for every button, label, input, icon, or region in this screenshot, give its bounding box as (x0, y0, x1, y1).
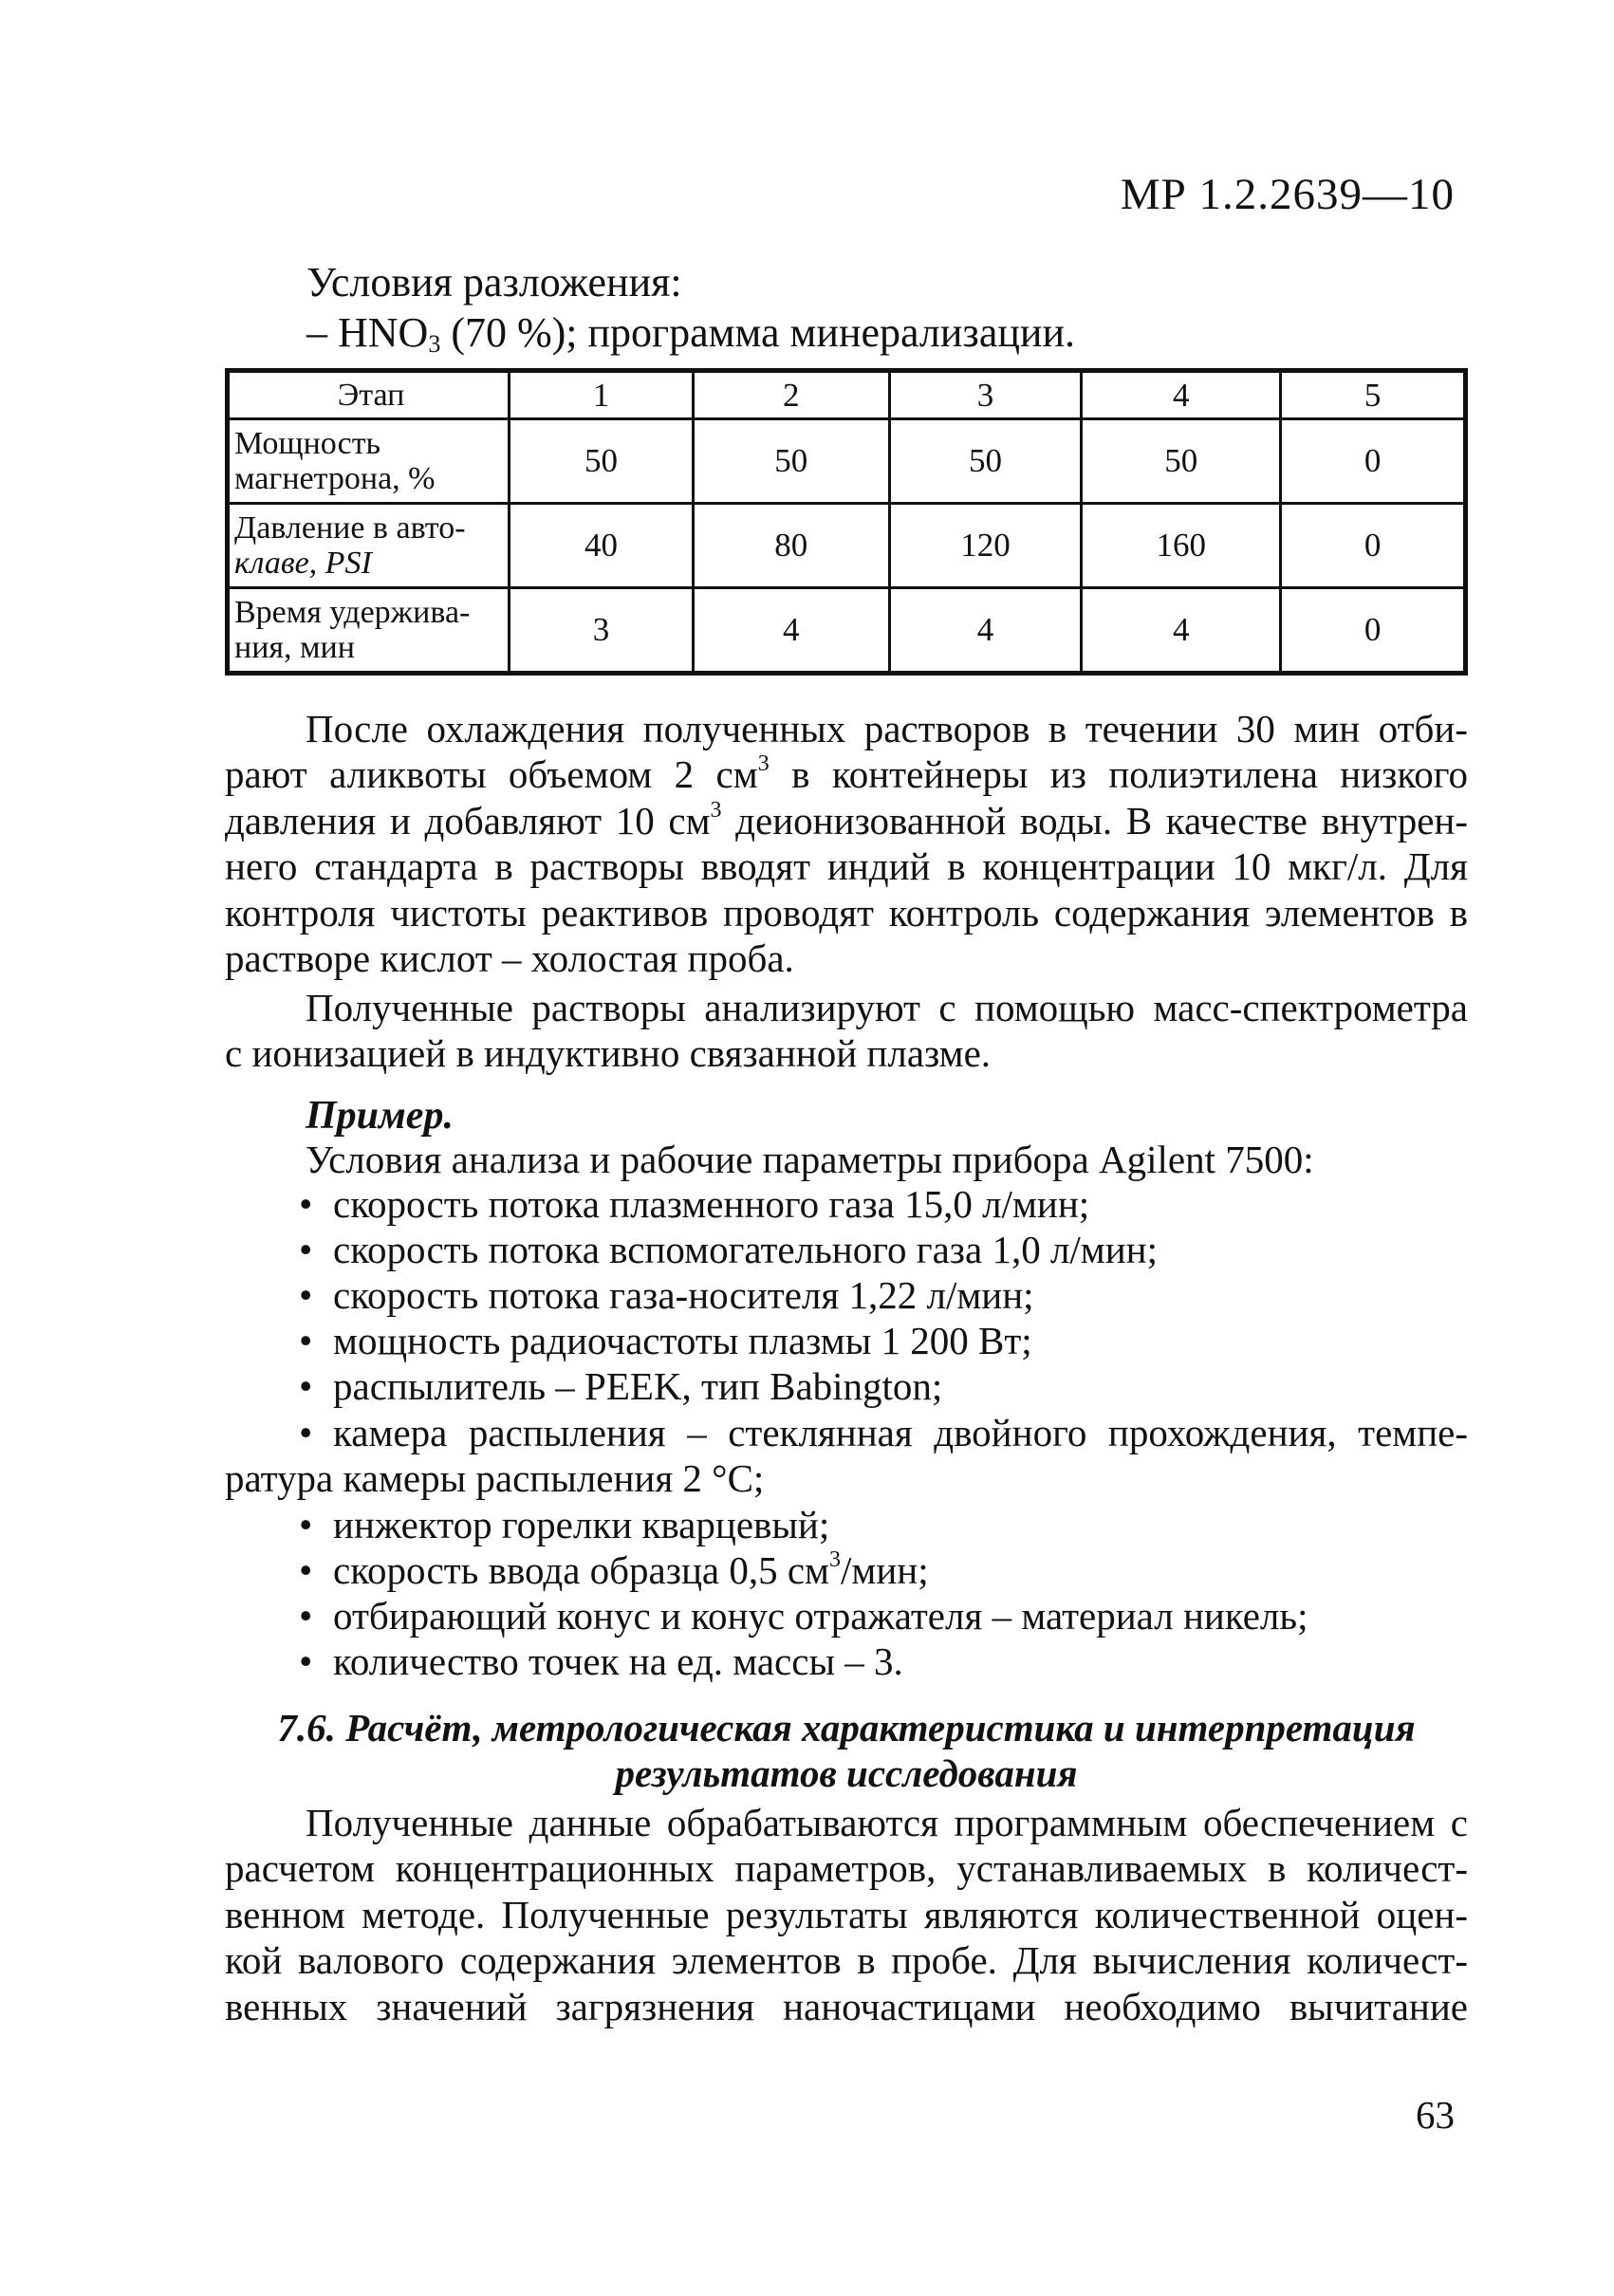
bullet-icon: • (299, 1273, 313, 1317)
list-item (299, 1502, 829, 1547)
table-header-label: Этап (228, 371, 510, 419)
list-item (299, 1272, 1034, 1318)
table-row-label (228, 504, 510, 588)
list-item (299, 1318, 1032, 1363)
table-cell: 80 (693, 504, 889, 588)
text-line: кой валового содержания элементов в пробе. Для вычисления количест- (225, 1938, 1468, 1983)
list-item-text: мощность радиочастоты плазмы 1 200 Вт; (333, 1319, 1032, 1362)
bullet-icon: • (299, 1411, 313, 1454)
mineralization-program-table (225, 368, 1468, 676)
text-fragment: деионизованной воды. В качестве внутрен- (721, 798, 1469, 842)
section-heading-line: 7.6. Расчёт, метрологическая характеристика и интерпретация (277, 1706, 1416, 1750)
bullet-icon: • (299, 1182, 313, 1226)
paragraph-results (225, 1800, 1468, 2029)
bullet-icon: • (299, 1364, 313, 1408)
list-item-text: количество точек на ед. массы – 3. (333, 1639, 903, 1683)
text-line: расчетом концентрационных параметров, устанавливаемых в количест- (225, 1846, 1468, 1891)
table-cell: 120 (889, 504, 1082, 588)
table-cell: 4 (1082, 588, 1281, 674)
table-cell: 40 (510, 504, 694, 588)
decomposition-conditions-line (306, 308, 1075, 359)
row-label-line: магнетрона, % (234, 461, 436, 496)
table-header-cell: 3 (889, 371, 1082, 419)
text-line: с ионизацией в индуктивно связанной плазме. (225, 1031, 992, 1076)
table-cell: 160 (1082, 504, 1281, 588)
analysis-conditions-title: Условия анализа и рабочие параметры прибора Agilent 7500: (306, 1138, 1314, 1181)
table-cell: 4 (889, 588, 1082, 674)
paragraph-analysis (225, 985, 1468, 1077)
page-number: 63 (1416, 2093, 1455, 2137)
list-item-text: скорость потока вспомогательного газа 1,0 л/мин; (333, 1228, 1159, 1271)
bullet-icon: • (299, 1548, 313, 1592)
table-cell: 3 (510, 588, 694, 674)
table-cell: 4 (693, 588, 889, 674)
row-label-line: клаве, PSI (234, 546, 372, 581)
row-label-line: Время удержива- (234, 595, 471, 630)
list-item (299, 1181, 1089, 1227)
section-heading (225, 1705, 1468, 1796)
bullet-icon: • (299, 1228, 313, 1271)
text-line: венном методе. Полученные результаты являются количественной оцен- (225, 1892, 1468, 1936)
text-line: растворе кислот – холостая проба. (225, 936, 794, 981)
bullet-icon: • (299, 1639, 313, 1683)
text-line: Полученные растворы анализируют с помощью масс-спектрометра (306, 986, 1468, 1029)
paragraph-cooling (225, 706, 1468, 981)
text-line (225, 751, 1468, 797)
table-row (228, 504, 1466, 588)
table-cell: 0 (1281, 588, 1466, 674)
bullet-icon: • (299, 1594, 313, 1638)
table-cell: 50 (889, 419, 1082, 504)
text-fragment: рают аликвоты объемом 2 см (225, 752, 758, 797)
list-item (299, 1363, 942, 1409)
table-row-label (228, 588, 510, 674)
conditions-prefix: – HNO (306, 309, 429, 356)
list-item (299, 1639, 903, 1684)
section-heading-line: результатов исследования (615, 1751, 1078, 1795)
text-line: него стандарта в растворы вводят индий в концентрации 10 мкг/л. Для (225, 844, 1468, 889)
list-item (299, 1227, 1158, 1272)
list-item-text: инжектор горелки кварцевый; (333, 1503, 830, 1546)
list-item-text: камера распыления – стеклянная двойного прохождения, темпе- (333, 1411, 1468, 1454)
list-item (299, 1593, 1308, 1639)
conditions-subscript: 3 (428, 330, 441, 358)
superscript: 3 (710, 797, 722, 823)
list-item (299, 1547, 929, 1593)
row-label-line: Мощность (234, 426, 381, 461)
table-row-label (228, 419, 510, 504)
list-item-text: скорость потока газа-носителя 1,22 л/мин; (333, 1273, 1034, 1317)
document-code: МР 1.2.2639—10 (1120, 170, 1455, 219)
text-line (225, 798, 1468, 843)
row-label-line: Давление в авто- (234, 510, 466, 546)
table-cell: 50 (693, 419, 889, 504)
superscript: 3 (828, 1547, 841, 1572)
text-line: Полученные данные обрабатываются программным обеспечением с (306, 1801, 1468, 1844)
table-header-cell: 4 (1082, 371, 1281, 419)
superscript: 3 (757, 751, 770, 777)
row-label-line: ния, мин (234, 630, 355, 665)
table-cell: 50 (510, 419, 694, 504)
table-row (228, 419, 1466, 504)
list-item-text: отбирающий конус и конус отражателя – материал никель; (333, 1594, 1308, 1638)
text-fragment: в контейнеры из полиэтилена низкого (769, 752, 1469, 797)
text-fragment: давления и добавляют 10 см (225, 798, 711, 842)
list-item-text: скорость потока плазменного газа 15,0 л/мин; (333, 1182, 1090, 1226)
table-cell: 50 (1082, 419, 1281, 504)
list-item-text: распылитель – PEEK, тип Babington; (333, 1364, 943, 1408)
bullet-icon: • (299, 1503, 313, 1546)
table-row (228, 588, 1466, 674)
conditions-suffix: (70 %); программа минерализации. (440, 309, 1075, 356)
table-header-row (228, 371, 1466, 419)
text-line: контроля чистоты реактивов проводят контроль содержания элементов в (225, 890, 1468, 935)
text-line (225, 1410, 1468, 1455)
list-item-text: скорость ввода образца 0,5 см (333, 1548, 829, 1592)
decomposition-conditions-title: Условия разложения: (306, 259, 682, 306)
list-item-text: /мин; (840, 1548, 929, 1592)
text-line: ратура камеры распыления 2 °С; (225, 1456, 765, 1501)
table-cell: 0 (1281, 419, 1466, 504)
list-item-long (225, 1410, 1468, 1502)
table-cell: 0 (1281, 504, 1466, 588)
text-line: венных значений загрязнения наночастицами необходимо вычитание (225, 1984, 1468, 2028)
table-header-cell: 5 (1281, 371, 1466, 419)
table-header-cell: 1 (510, 371, 694, 419)
example-title: Пример. (306, 1094, 454, 1138)
table-header-cell: 2 (693, 371, 889, 419)
text-line: После охлаждения полученных растворов в течении 30 мин отби- (306, 707, 1468, 750)
bullet-icon: • (299, 1319, 313, 1362)
